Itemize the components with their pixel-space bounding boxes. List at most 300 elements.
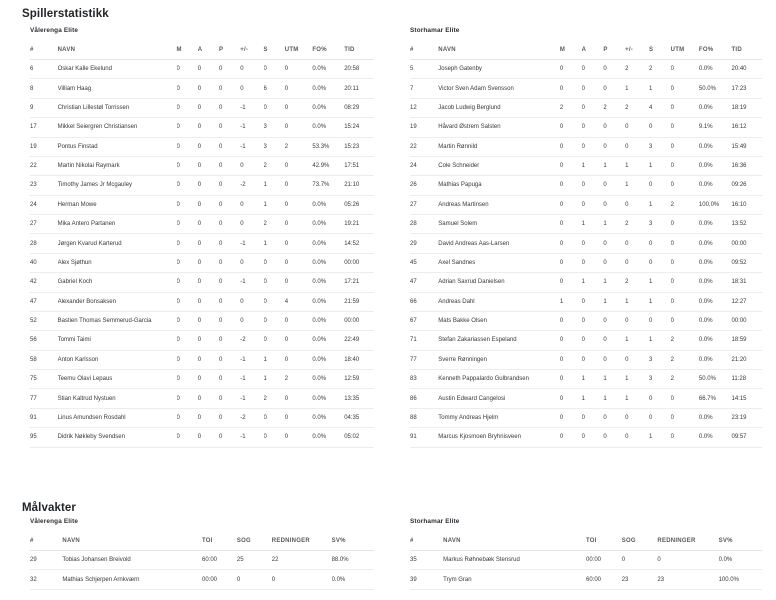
penalty-minutes: 0 [285, 215, 313, 234]
time-on-ice: 00:00 [731, 311, 762, 330]
plus-minus: 0 [625, 195, 649, 214]
goals: 0 [177, 389, 198, 408]
assists: 1 [582, 215, 604, 234]
faceoff-pct: 0.0% [312, 215, 344, 234]
skater-col-utm: UTM [671, 41, 699, 60]
table-row[interactable] [410, 570, 762, 589]
points: 0 [219, 331, 240, 350]
table-row[interactable] [410, 370, 762, 389]
table-row[interactable] [410, 253, 762, 272]
points: 0 [219, 389, 240, 408]
time-on-ice: 05:02 [344, 428, 374, 447]
plus-minus: 0 [625, 311, 649, 330]
player-name: Mats Bakke Olsen [438, 311, 560, 330]
time-on-ice: 18:19 [731, 98, 762, 117]
shots: 1 [264, 176, 285, 195]
points: 0 [219, 195, 240, 214]
faceoff-pct: 0.0% [312, 408, 344, 427]
shots: 0 [264, 292, 285, 311]
table-row[interactable] [30, 311, 374, 330]
points: 0 [603, 79, 625, 98]
goals: 0 [560, 350, 582, 369]
table-row[interactable] [410, 234, 762, 253]
plus-minus: 1 [625, 156, 649, 175]
player-name: Axel Sandnes [438, 253, 560, 272]
goals: 0 [560, 253, 582, 272]
table-row[interactable] [30, 234, 374, 253]
penalty-minutes: 0 [671, 408, 699, 427]
save-pct: 88.0% [332, 551, 374, 570]
table-row[interactable] [30, 253, 374, 272]
table-row[interactable] [30, 273, 374, 292]
skater-col-+/-: +/- [625, 41, 649, 60]
table-row[interactable] [30, 408, 374, 427]
table-row[interactable] [30, 292, 374, 311]
goalie-table-away-body [410, 551, 762, 590]
time-on-ice: 18:40 [344, 350, 374, 369]
table-row[interactable] [410, 156, 762, 175]
jersey-number: 17 [30, 118, 58, 137]
shots: 0 [264, 273, 285, 292]
shots: 3 [649, 137, 671, 156]
time-on-ice: 13:35 [344, 389, 374, 408]
time-on-ice: 20:58 [344, 60, 374, 79]
plus-minus: 0 [240, 79, 263, 98]
table-row[interactable] [410, 118, 762, 137]
saves: 0 [272, 570, 332, 589]
shots: 6 [264, 79, 285, 98]
assists: 0 [582, 79, 604, 98]
time-on-ice: 23:19 [731, 408, 762, 427]
player-name: David Andreas Aas-Larsen [438, 234, 560, 253]
assists: 0 [582, 98, 604, 117]
skater-col-num: # [410, 41, 438, 60]
faceoff-pct: 0.0% [699, 331, 732, 350]
goals: 0 [560, 428, 582, 447]
table-row[interactable] [410, 195, 762, 214]
jersey-number: 88 [410, 408, 438, 427]
table-row[interactable] [30, 137, 374, 156]
jersey-number: 19 [410, 118, 438, 137]
shots: 4 [649, 98, 671, 117]
penalty-minutes: 2 [671, 350, 699, 369]
save-pct: 100.0% [719, 570, 762, 589]
penalty-minutes: 0 [285, 428, 313, 447]
penalty-minutes: 0 [285, 118, 313, 137]
goalie-col-toi: TOI [586, 532, 622, 551]
table-row[interactable] [30, 79, 374, 98]
time-on-ice: 12:27 [731, 292, 762, 311]
goals: 0 [560, 195, 582, 214]
assists: 1 [582, 389, 604, 408]
time-on-ice: 21:10 [344, 176, 374, 195]
time-on-ice: 00:00 [586, 551, 622, 570]
penalty-minutes: 0 [671, 176, 699, 195]
penalty-minutes: 0 [671, 215, 699, 234]
assists: 0 [198, 60, 219, 79]
table-row[interactable] [30, 551, 374, 570]
jersey-number: 23 [30, 176, 58, 195]
skater-tables-container [0, 27, 776, 448]
goals: 2 [560, 98, 582, 117]
plus-minus: -2 [240, 331, 263, 350]
jersey-number: 39 [410, 570, 443, 589]
goalie-col-toi: TOI [202, 532, 237, 551]
shots: 2 [264, 215, 285, 234]
time-on-ice: 18:31 [731, 273, 762, 292]
faceoff-pct: 0.0% [699, 311, 732, 330]
table-row[interactable] [30, 331, 374, 350]
goals: 0 [177, 370, 198, 389]
assists: 0 [198, 176, 219, 195]
faceoff-pct: 0.0% [312, 60, 344, 79]
player-name: Anton Karlsson [58, 350, 177, 369]
jersey-number: 71 [410, 331, 438, 350]
jersey-number: 77 [30, 389, 58, 408]
shots: 0 [264, 60, 285, 79]
jersey-number: 12 [410, 98, 438, 117]
player-name: Villiam Haag [58, 79, 177, 98]
assists: 0 [198, 408, 219, 427]
goalie-col-navn: NAVN [443, 532, 586, 551]
faceoff-pct: 42.9% [312, 156, 344, 175]
shots: 2 [264, 156, 285, 175]
shots: 0 [264, 428, 285, 447]
goalie-col-num: # [30, 532, 62, 551]
table-row[interactable] [410, 311, 762, 330]
team-label-away: Storhamar Elite [410, 27, 460, 34]
shots: 1 [264, 234, 285, 253]
table-row[interactable] [410, 60, 762, 79]
goalie-col-sog: SOG [622, 532, 658, 551]
goals: 0 [177, 215, 198, 234]
shots: 2 [649, 60, 671, 79]
faceoff-pct: 0.0% [699, 60, 732, 79]
penalty-minutes: 2 [671, 195, 699, 214]
plus-minus: 0 [625, 428, 649, 447]
assists: 0 [582, 234, 604, 253]
shots: 1 [649, 195, 671, 214]
table-row[interactable] [410, 551, 762, 570]
goals: 0 [560, 79, 582, 98]
page-title-spillerstatistikk: Spillerstatistikk [22, 8, 109, 20]
table-row[interactable] [30, 215, 374, 234]
jersey-number: 45 [410, 253, 438, 272]
penalty-minutes: 0 [285, 273, 313, 292]
goalie-tables-container [0, 518, 776, 590]
shots: 0 [649, 311, 671, 330]
goals: 0 [177, 176, 198, 195]
goalie-col-sv: SV% [719, 532, 762, 551]
faceoff-pct: 0.0% [699, 234, 732, 253]
player-name: Bastien Thomas Semmerud-Garcia [58, 311, 177, 330]
points: 1 [603, 156, 625, 175]
penalty-minutes: 0 [671, 428, 699, 447]
table-row[interactable] [410, 408, 762, 427]
points: 1 [603, 389, 625, 408]
goals: 0 [560, 389, 582, 408]
assists: 0 [582, 292, 604, 311]
table-row[interactable] [30, 98, 374, 117]
assists: 0 [582, 118, 604, 137]
jersey-number: 28 [30, 234, 58, 253]
table-row[interactable] [30, 428, 374, 447]
table-row[interactable] [30, 156, 374, 175]
faceoff-pct: 0.0% [699, 156, 732, 175]
plus-minus: 0 [625, 253, 649, 272]
plus-minus: 1 [625, 176, 649, 195]
jersey-number: 91 [410, 428, 438, 447]
jersey-number: 8 [30, 79, 58, 98]
points: 0 [603, 60, 625, 79]
faceoff-pct: 0.0% [312, 118, 344, 137]
points: 0 [219, 370, 240, 389]
faceoff-pct: 0.0% [699, 408, 732, 427]
player-name: Pontus Finstad [58, 137, 177, 156]
points: 0 [219, 408, 240, 427]
player-name: Oskar Kalle Ekelund [58, 60, 177, 79]
plus-minus: -1 [240, 118, 263, 137]
assists: 0 [198, 98, 219, 117]
assists: 0 [198, 428, 219, 447]
time-on-ice: 00:00 [344, 311, 374, 330]
time-on-ice: 14:52 [344, 234, 374, 253]
table-row[interactable] [410, 215, 762, 234]
assists: 0 [198, 118, 219, 137]
points: 0 [603, 408, 625, 427]
points: 0 [219, 273, 240, 292]
player-name: Tommi Taimi [58, 331, 177, 350]
shots: 1 [264, 350, 285, 369]
skater-col-s: S [264, 41, 285, 60]
shots: 0 [649, 408, 671, 427]
time-on-ice: 09:57 [731, 428, 762, 447]
points: 0 [603, 234, 625, 253]
faceoff-pct: 66.7% [699, 389, 732, 408]
penalty-minutes: 0 [285, 350, 313, 369]
jersey-number: 19 [30, 137, 58, 156]
plus-minus: 0 [240, 60, 263, 79]
player-name: Alex Sjøthun [58, 253, 177, 272]
assists: 0 [198, 79, 219, 98]
player-name: Håvard Østrem Salsten [438, 118, 560, 137]
faceoff-pct: 0.0% [699, 215, 732, 234]
skater-table-home [30, 41, 374, 448]
skater-col-utm: UTM [285, 41, 313, 60]
jersey-number: 66 [410, 292, 438, 311]
plus-minus: 1 [625, 292, 649, 311]
penalty-minutes: 2 [671, 370, 699, 389]
goals: 0 [177, 292, 198, 311]
player-name: Victor Sven Adam Svensson [438, 79, 560, 98]
faceoff-pct: 0.0% [312, 234, 344, 253]
assists: 0 [582, 253, 604, 272]
team-label-home: Vålerenga Elite [30, 27, 79, 34]
penalty-minutes: 0 [285, 176, 313, 195]
player-name: Didrik Nøkleby Svendsen [58, 428, 177, 447]
goalie-name: Markus Røhnebæk Stensrud [443, 551, 586, 570]
jersey-number: 24 [30, 195, 58, 214]
plus-minus: -1 [240, 98, 263, 117]
jersey-number: 7 [410, 79, 438, 98]
goals: 0 [560, 408, 582, 427]
player-name: Jacob Ludwig Berglund [438, 98, 560, 117]
player-name: Andreas Martinsen [438, 195, 560, 214]
points: 0 [603, 350, 625, 369]
goalie-table-away-column [388, 518, 776, 590]
table-row[interactable] [30, 118, 374, 137]
table-row[interactable] [410, 331, 762, 350]
goals: 0 [177, 79, 198, 98]
penalty-minutes: 0 [671, 79, 699, 98]
assists: 0 [582, 176, 604, 195]
table-row[interactable] [30, 176, 374, 195]
plus-minus: -2 [240, 408, 263, 427]
assists: 0 [198, 350, 219, 369]
plus-minus: -1 [240, 370, 263, 389]
time-on-ice: 16:10 [731, 195, 762, 214]
time-on-ice: 22:49 [344, 331, 374, 350]
penalty-minutes: 0 [285, 98, 313, 117]
saves: 23 [657, 570, 718, 589]
table-row[interactable] [30, 350, 374, 369]
table-row[interactable] [410, 137, 762, 156]
goals: 0 [560, 234, 582, 253]
points: 1 [603, 273, 625, 292]
jersey-number: 5 [410, 60, 438, 79]
shots: 1 [649, 428, 671, 447]
time-on-ice: 13:52 [731, 215, 762, 234]
time-on-ice: 20:11 [344, 79, 374, 98]
team-label-away-goalies: Storhamar Elite [410, 518, 460, 525]
assists: 0 [582, 311, 604, 330]
assists: 0 [198, 137, 219, 156]
table-row[interactable] [30, 60, 374, 79]
points: 0 [603, 137, 625, 156]
time-on-ice: 18:59 [731, 331, 762, 350]
time-on-ice: 21:59 [344, 292, 374, 311]
jersey-number: 24 [410, 156, 438, 175]
time-on-ice: 12:59 [344, 370, 374, 389]
plus-minus: 0 [240, 215, 263, 234]
skater-table-home-column [0, 27, 388, 448]
table-row[interactable] [30, 570, 374, 589]
assists: 1 [582, 156, 604, 175]
faceoff-pct: 0.0% [312, 253, 344, 272]
plus-minus: 2 [625, 98, 649, 117]
table-row[interactable] [410, 176, 762, 195]
faceoff-pct: 0.0% [699, 292, 732, 311]
time-on-ice: 14:15 [731, 389, 762, 408]
faceoff-pct: 0.0% [312, 98, 344, 117]
penalty-minutes: 2 [285, 137, 313, 156]
table-header-row [30, 532, 374, 551]
skater-table-away-column [388, 27, 776, 448]
plus-minus: 0 [240, 156, 263, 175]
table-row[interactable] [30, 389, 374, 408]
points: 0 [603, 176, 625, 195]
skater-table-away [410, 41, 762, 448]
plus-minus: -1 [240, 234, 263, 253]
faceoff-pct: 0.0% [699, 253, 732, 272]
skater-col-a: A [198, 41, 219, 60]
skater-table-home-body [30, 60, 374, 448]
goalie-col-navn: NAVN [62, 532, 202, 551]
penalty-minutes: 2 [285, 370, 313, 389]
points: 0 [219, 79, 240, 98]
shots: 2 [264, 389, 285, 408]
plus-minus: 0 [625, 408, 649, 427]
goals: 0 [177, 156, 198, 175]
faceoff-pct: 73.7% [312, 176, 344, 195]
skater-col-m: M [177, 41, 198, 60]
time-on-ice: 00:00 [731, 234, 762, 253]
save-pct: 0.0% [719, 551, 762, 570]
faceoff-pct: 0.0% [312, 389, 344, 408]
player-name: Adrian Saxrud Danielsen [438, 273, 560, 292]
table-row[interactable] [410, 79, 762, 98]
goals: 0 [177, 311, 198, 330]
faceoff-pct: 0.0% [312, 331, 344, 350]
table-row[interactable] [410, 389, 762, 408]
points: 0 [219, 311, 240, 330]
time-on-ice: 08:29 [344, 98, 374, 117]
goals: 0 [560, 118, 582, 137]
goalie-table-home-column [0, 518, 388, 590]
penalty-minutes: 0 [671, 98, 699, 117]
points: 0 [603, 428, 625, 447]
table-row[interactable] [410, 292, 762, 311]
time-on-ice: 19:21 [344, 215, 374, 234]
plus-minus: 0 [240, 195, 263, 214]
plus-minus: -1 [240, 273, 263, 292]
time-on-ice: 20:40 [731, 60, 762, 79]
table-header-row [410, 41, 762, 60]
penalty-minutes: 0 [285, 253, 313, 272]
table-row[interactable] [410, 98, 762, 117]
table-row[interactable] [410, 428, 762, 447]
shots: 3 [264, 137, 285, 156]
goals: 0 [177, 118, 198, 137]
table-row[interactable] [410, 350, 762, 369]
shots: 0 [264, 408, 285, 427]
table-row[interactable] [410, 273, 762, 292]
penalty-minutes: 0 [671, 292, 699, 311]
goals: 0 [177, 98, 198, 117]
saves: 0 [657, 551, 718, 570]
assists: 0 [198, 195, 219, 214]
goalie-table-home-body [30, 551, 374, 590]
skater-col-tid: TID [731, 41, 762, 60]
shots: 1 [264, 370, 285, 389]
faceoff-pct: 100.0% [699, 195, 732, 214]
goals: 0 [177, 137, 198, 156]
shots-on-goal: 0 [622, 551, 658, 570]
goalie-table-away [410, 532, 762, 590]
faceoff-pct: 0.0% [699, 350, 732, 369]
penalty-minutes: 0 [285, 79, 313, 98]
table-row[interactable] [30, 195, 374, 214]
penalty-minutes: 0 [285, 311, 313, 330]
player-name: Teemu Olavi Lepaus [58, 370, 177, 389]
jersey-number: 22 [410, 137, 438, 156]
shots: 0 [649, 176, 671, 195]
goalie-table-home [30, 532, 374, 590]
player-name: Tommy Andreas Hjelm [438, 408, 560, 427]
shots: 1 [649, 273, 671, 292]
skater-col-s: S [649, 41, 671, 60]
table-row[interactable] [30, 370, 374, 389]
